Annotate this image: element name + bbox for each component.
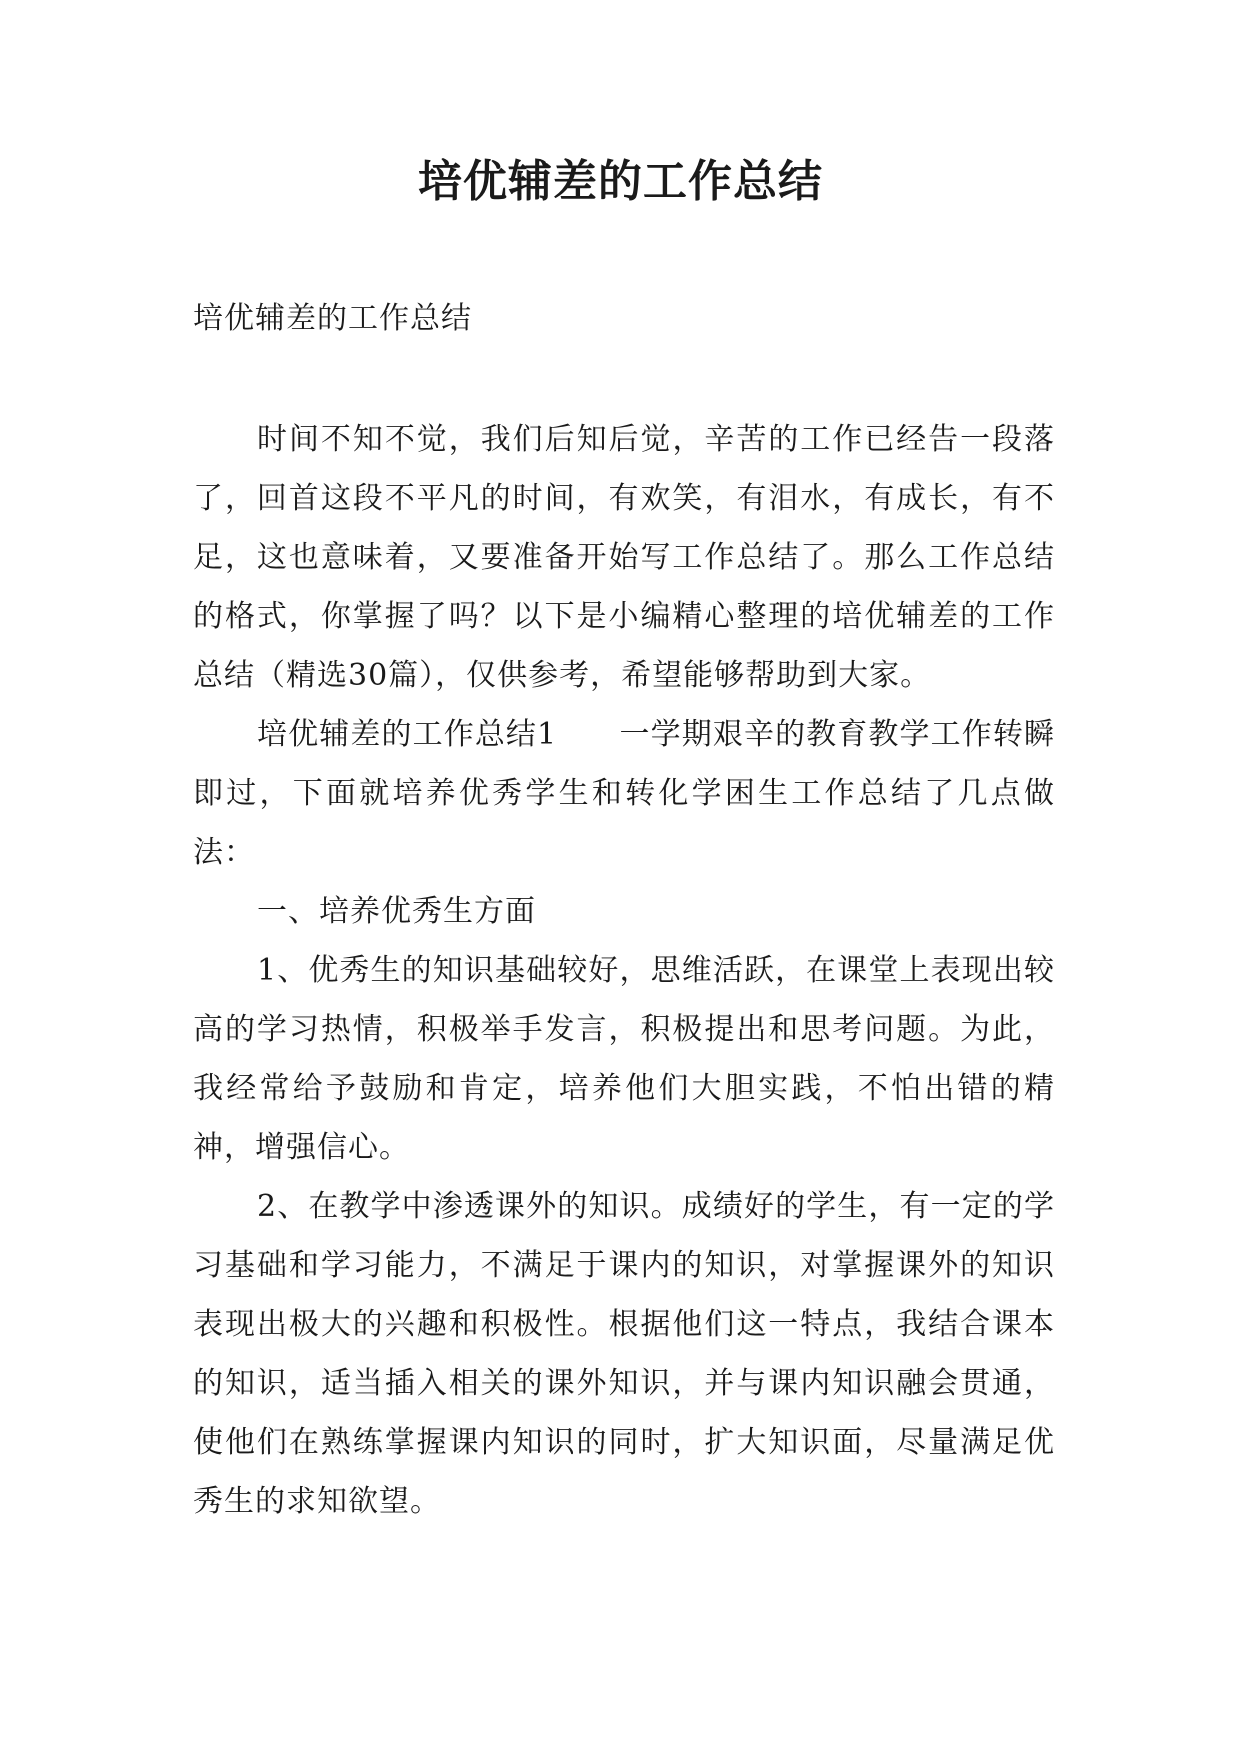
paragraph-summary-1: 培优辅差的工作总结1 一学期艰辛的教育教学工作转瞬即过，下面就培养优秀学生和转化学困生工作总结了几点做法： <box>193 717 1055 870</box>
section-heading: 一、培养优秀生方面 <box>257 894 536 929</box>
document-body <box>193 290 1055 1531</box>
paragraph-intro: 时间不知不觉，我们后知后觉，辛苦的工作已经告一段落了，回首这段不平凡的时间，有欢笑，有泪水，有成长，有不足，这也意味着，又要准备开始写工作总结了。那么工作总结的格式，你掌握了吗？以下是小编精心整理的培优辅差的工作总结（精选30篇），仅供参考，希望能够帮助到大家。 <box>193 422 1055 693</box>
document-subtitle: 培优辅差的工作总结 <box>193 301 472 336</box>
paragraph-point-2: 2、在教学中渗透课外的知识。成绩好的学生，有一定的学习基础和学习能力，不满足于课内的知识，对掌握课外的知识表现出极大的兴趣和积极性。根据他们这一特点，我结合课本的知识，适当插入相关的课外知识，并与课内知识融会贯通，使他们在熟练掌握课内知识的同时，扩大知识面，尽量满足优秀生的求知欲望。 <box>193 1189 1055 1519</box>
paragraph-point-1: 1、优秀生的知识基础较好，思维活跃，在课堂上表现出较高的学习热情，积极举手发言，积极提出和思考问题。为此，我经常给予鼓励和肯定，培养他们大胆实践，不怕出错的精神，增强信心。 <box>193 953 1055 1165</box>
document-title: 培优辅差的工作总结 <box>418 156 823 207</box>
